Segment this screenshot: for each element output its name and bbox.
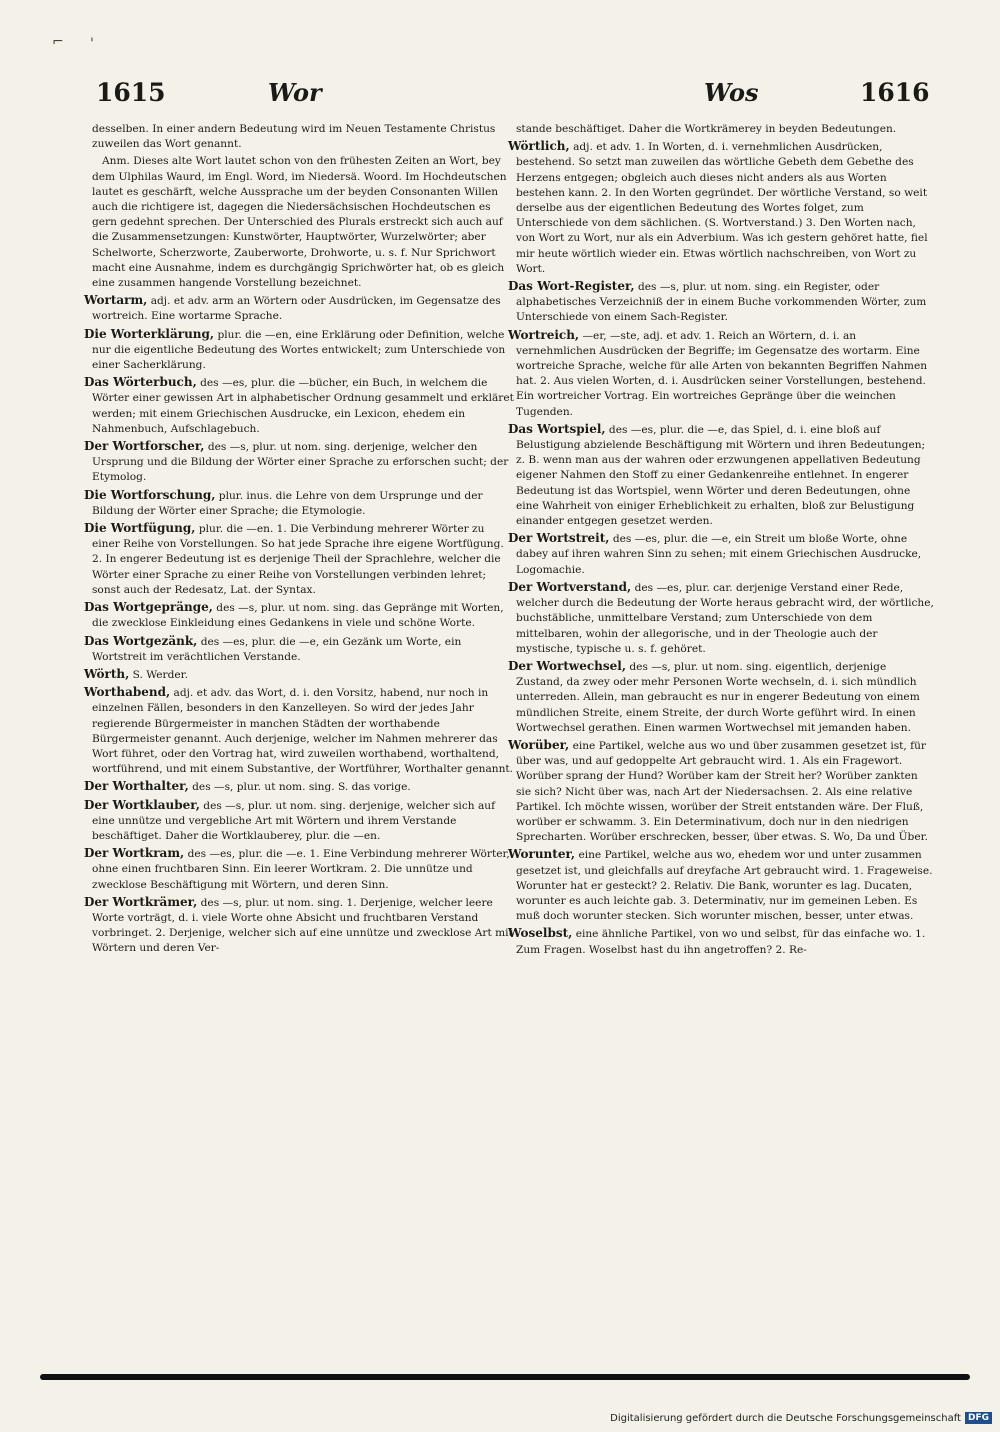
continued-text (84, 122, 514, 152)
footer-credit: Digitalisierung gefördert durch die Deutsche Forschungsgemeinschaft (610, 1412, 961, 1424)
entry-headword: Worüber, (508, 737, 570, 752)
entry-headword: Die Wortforschung, (84, 487, 216, 502)
dictionary-entry (84, 293, 514, 324)
entry-headword: Der Wortverstand, (508, 579, 632, 594)
left-page-number: 1615 (96, 78, 166, 107)
dictionary-entry (508, 328, 936, 420)
entry-text: adj. et adv. arm an Wörtern oder Ausdrücken, im Gegensatze des wortreich. Eine wortarme Sprache. (92, 295, 501, 323)
entry-text: des —s, plur. ut nom. sing. S. das vorige. (188, 781, 411, 794)
entry-text: des —s, plur. ut nom. sing. derjenige, welcher sich auf eine unnütze und vergebliche Art mit Wörtern und ihrem Verstande beschäftiget. Daher die Wortklauberey, plur. die —en. (92, 799, 495, 842)
entry-headword: Wortreich, (508, 327, 580, 342)
entry-text: des —s, plur. ut nom. sing. derjenige, welcher den Ursprung und die Bildung der Wörter einer Sprache zu erforschen sucht; der Etymolog. (92, 441, 509, 484)
entry-text: des —es, plur. car. derjenige Verstand einer Rede, welcher durch die Bedeutung der Worte heraus gebracht wird, der wörtliche, buchstäbliche, unmittelbare Verstand; zum Unterschiede von dem mittelbaren, wohin der allegorische, und in der Theologie auch der mystische, typische u. s. f. gehöret. (516, 581, 934, 655)
dictionary-entry (508, 422, 936, 529)
entry-headword: Wortarm, (84, 293, 148, 308)
entry-text: des —s, plur. ut nom. sing. das Gepränge mit Worten, die zwecklose Einkleidung eines Gedankens in viele und schöne Worte. (92, 602, 504, 630)
page-header (0, 78, 1000, 118)
dictionary-entry (84, 685, 514, 777)
entry-text: eine ähnliche Partikel, von wo und selbst, für das einfache wo. 1. Zum Fragen. Woselbst hast du ihn angetroffen? 2. Re- (516, 928, 926, 956)
entry-headword: Das Wörterbuch, (84, 375, 197, 390)
dictionary-entry (508, 531, 936, 578)
entry-text: des —es, plur. die —bücher, ein Buch, in welchem die Wörter einer gewissen Art in alphabetischer Ordnung gesammelt und erkläret werden; mit einem Griechischen Ausdrucke, ein Lexicon, ehedem ein Nahmenbuch, Aufschlagebuch. (92, 377, 514, 435)
entry-text: plur. inus. die Lehre von dem Ursprunge und der Bildung der Wörter einer Sprache; die Etymologie. (92, 489, 483, 517)
annotation-paragraph (84, 154, 514, 291)
entry-text: des —es, plur. die —e. 1. Eine Verbindung mehrerer Wörter, ohne einen fruchtbaren Sinn. Ein leerer Wortkram. 2. Die unnütze und zwecklose Beschäftigung mit Wörtern, und deren Sinn. (92, 848, 510, 891)
entry-text: des —es, plur. die —e, ein Gezänk um Worte, ein Wortstreit im verächtlichen Verstande. (92, 635, 462, 663)
dictionary-entry (84, 439, 514, 486)
dfg-logo: DFG (965, 1412, 992, 1424)
entry-headword: Der Worthalter, (84, 779, 189, 794)
scan-mark: ⌐ (52, 34, 64, 50)
dictionary-entry (84, 779, 514, 795)
entry-headword: Der Wortstreit, (508, 531, 610, 546)
entry-text: des —s, plur. ut nom. sing. ein Register, oder alphabetisches Verzeichniß der in einem Buche vorkommenden Wörter, zum Unterschiede von einem Sach-Register. (516, 281, 927, 324)
dictionary-entry (508, 279, 936, 326)
dictionary-entry (84, 327, 514, 374)
entry-text: —er, —ste, adj. et adv. 1. Reich an Wörtern, d. i. an vernehmlichen Ausdrücken der Begriffe; im Gegensatze des wortarm. Eine wortreiche Sprache, welche für alle Arten von bekannten Begriffen Nahmen hat. 2. Aus vielen Worten, d. i. Ausdrücken seiner Vorstellungen, bestehend. Ein wortreicher Vortrag. Ein wortreiches Gepränge über die weinchen Tugenden. (516, 329, 928, 418)
dictionary-entry (84, 846, 514, 893)
left-column (84, 122, 514, 959)
entry-text: des —es, plur. die —e, das Spiel, d. i. eine bloß auf Belustigung abzielende Beschäftigung mit Wörtern und ihren Bedeutungen; z. B. wenn man aus der wahren oder erzwungenen appellativen Bedeutung eigener Nahmen den Stoff zu einer Gedankenreihe entlehnet. In engerer Bedeutung ist das Wortspiel, wenn Wörter und deren Bedeutungen, ohne eine Wahrheit von einiger Erheblichkeit zu erhalten, bloß zur Belustigung einander entgegen gesetzet werden. (516, 423, 926, 528)
entry-headword: Der Wortkram, (84, 846, 185, 861)
dictionary-entry (508, 580, 936, 657)
entry-text: des —s, plur. ut nom. sing. eigentlich, derjenige Zustand, da zwey oder mehr Personen Worte wechseln, d. i. sich mündlich unterreden. Allein, man gebraucht es nur in engerer Bedeutung von einem mündlichen Streite, einem Streite, der durch Worte geführt wird. In einen Wortwechsel gerathen. Einen warmen Wortwechsel mit jemanden haben. (516, 660, 920, 734)
entry-headword: Worthabend, (84, 685, 171, 700)
dictionary-entry (84, 895, 514, 957)
entry-text: stande beschäftiget. Daher die Wortkrämerey in beyden Bedeutungen. (516, 123, 897, 135)
entry-text: Anm. Dieses alte Wort lautet schon von den frühesten Zeiten an Wort, bey dem Ulphilas Waurd, im Engl. Word, im Niedersä. Woord. Im Hochdeutschen lautet es geschärft, welche Aussprache um der beyden Consonanten Willen auch die richtigere ist, dagegen die Niedersächsischen Hochdeutschen es gern gedehnt sprechen. Der Unterschied des Plurals erstreckt sich auch auf die Zusammensetzungen: Kunstwörter, Hauptwörter, Wurzelwörter; aber Schelworte, Scherzworte, Zauberworte, Drohworte, u. s. f. Nur Sprichwort macht eine Ausnahme, indem es durchgängig Sprichwörter hat, ob es gleich eine zusammen hangende Vorstellung bezeichnet. (92, 155, 507, 290)
entry-headword: Der Wortforscher, (84, 439, 205, 454)
entry-text: desselben. In einer andern Bedeutung wird im Neuen Testamente Christus zuweilen das Wort genannt. (92, 123, 496, 151)
entry-text: plur. die —en. 1. Die Verbindung mehrerer Wörter zu einer Reihe von Vorstellungen. So hat jede Sprache ihre eigene Wortfügung. 2. In engerer Bedeutung ist es derjenige Theil der Sprachlehre, welcher die Wörter einer Sprache zu einer Reihe von Vorstellungen verbinden lehret; sonst auch der Redesatz, Lat. der Syntax. (92, 523, 504, 596)
dictionary-entry (508, 139, 936, 277)
entry-headword: Wörth, (84, 666, 130, 681)
entry-text: S. Werder. (129, 668, 188, 681)
footer (610, 1412, 992, 1424)
right-page-number: 1616 (860, 78, 930, 107)
dictionary-entry (84, 375, 514, 437)
entry-headword: Worunter, (508, 847, 576, 862)
entry-headword: Das Wortgepränge, (84, 600, 213, 615)
dictionary-entry (84, 600, 514, 631)
dictionary-entry (84, 488, 514, 519)
entry-headword: Wörtlich, (508, 139, 570, 154)
entry-text: des —s, plur. ut nom. sing. 1. Derjenige, welcher leere Worte vorträgt, d. i. viele Worte ohne Absicht und fruchtbaren Verstand vorbringet. 2. Derjenige, welcher sich auf eine unnütze und zwecklose Art mit Wörtern und deren Ver- (92, 896, 513, 955)
entry-headword: Der Wortwechsel, (508, 658, 627, 673)
dictionary-entry (84, 798, 514, 845)
dictionary-entry (508, 926, 936, 957)
right-column (508, 122, 936, 960)
entry-headword: Die Worterklärung, (84, 326, 215, 341)
dictionary-entry (84, 634, 514, 665)
entry-text: eine Partikel, welche aus wo und über zusammen gesetzet ist, für über was, und auf gedoppelte Art gebraucht wird. 1. Als ein Fragewort. Worüber sprang der Hund? Worüber kam der Streit her? Worüber zankten sie sich? Nicht über was, nach Art der Niedersachsen. 2. Als eine relative Partikel. Ich möchte wissen, worüber der Streit entstanden wäre. Der Fluß, worüber er schwamm. 3. Ein Determinativum, doch nur in den niedrigen Sprecharten. Worüber erschrecken, besser, über etwas. S. Wo, Da und Über. (516, 739, 928, 844)
dictionary-entry (508, 659, 936, 736)
entry-text: adj. et adv. das Wort, d. i. den Vorsitz, habend, nur noch in einzelnen Fällen, besonders in den Kanzelleyen. So wird der jedes Jahr regierende Bürgermeister in manchen Städten der worthabende Bürgermeister genannt. Auch derjenige, welcher im Nahmen mehrerer das Wort führet, oder den Vortrag hat, wird zuweilen worthabend, worthaltend, wortführend, und mit einem Substantive, der Wortführer, Worthalter genannt. (92, 687, 514, 776)
left-catchword: Wor (268, 78, 322, 107)
right-catchword: Wos (704, 78, 759, 107)
entry-text: eine Partikel, welche aus wo, ehedem wor und unter zusammen gesetzet ist, und gleichfalls auf dreyfache Art gebraucht wird. 1. Frageweise. Worunter hat er gesteckt? 2. Relativ. Die Bank, worunter es lag. Ducaten, worunter es auch leichte gab. 3. Determinativ, nur im gemeinen Leben. Es muß doch worunter stecken. Sich worunter mischen, besser, unter etwas. (516, 849, 933, 923)
entry-headword: Das Wortgezänk, (84, 633, 198, 648)
entry-headword: Woselbst, (508, 926, 573, 941)
entry-headword: Das Wort-Register, (508, 279, 635, 294)
entry-headword: Die Wortfügung, (84, 521, 196, 536)
entry-text: des —es, plur. die —e, ein Streit um bloße Worte, ohne dabey auf ihren wahren Sinn zu sehen; mit einem Griechischen Ausdrucke, Logomachie. (516, 533, 922, 576)
dictionary-entry (508, 847, 936, 924)
dictionary-entry (84, 521, 514, 598)
entry-headword: Der Wortkrämer, (84, 894, 198, 909)
entry-headword: Das Wortspiel, (508, 421, 606, 436)
continued-text (508, 122, 936, 137)
entry-headword: Der Wortklauber, (84, 797, 200, 812)
page-bottom-rule (40, 1374, 970, 1380)
dictionary-entry (508, 738, 936, 845)
scan-mark: ' (90, 36, 94, 52)
entry-text: adj. et adv. 1. In Worten, d. i. vernehmlichen Ausdrücken, bestehend. So setzt man zuweilen das wörtliche Gebeth dem Gebethe des Herzens entgegen; obgleich auch dieses nicht anders als aus Worten bestehen kann. 2. In den Worten gegründet. Der wörtliche Verstand, so weit derselbe aus der eigentlichen Bedeutung des Wortes folget, zum Unterschiede von dem sächlichen. (S. Wortverstand.) 3. Den Worten nach, von Wort zu Wort, nur als ein Adverbium. Was ich gestern gehöret hatte, fiel mir heute wörtlich wieder ein. Etwas wörtlich nachschreiben, von Wort zu Wort. (516, 141, 928, 275)
dictionary-entry (84, 667, 514, 683)
entry-text: plur. die —en, eine Erklärung oder Definition, welche nur die eigentliche Bedeutung des Wortes entwickelt; zum Unterschiede von einer Sacherklärung. (92, 328, 506, 372)
